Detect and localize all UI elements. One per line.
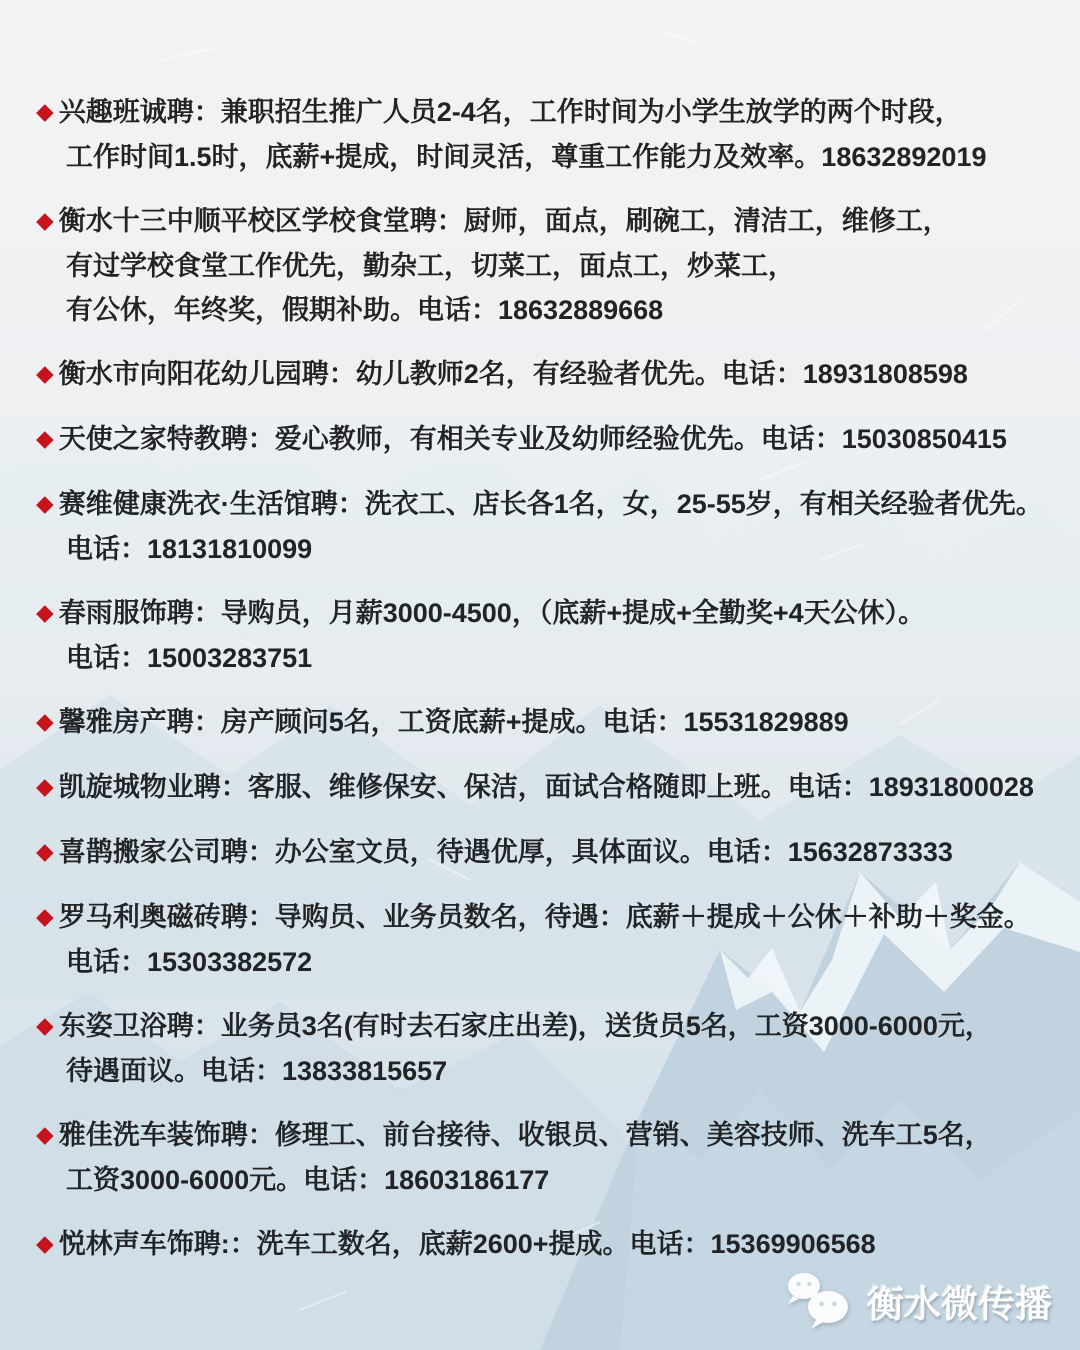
listing-text: 凯旋城物业聘：客服、维修保安、保洁，面试合格随即上班。电话：18931800028 <box>58 772 1034 802</box>
listing-xiangyanghua-kindergarten <box>36 352 1052 397</box>
listing-xique-moving <box>36 830 1052 875</box>
listing-text: 悦林声车饰聘:：洗车工数名，底薪2600+提成。电话：15369906568 <box>58 1229 876 1259</box>
diamond-bullet-icon: ◆ <box>36 425 54 451</box>
listing-text: 有公休，年终奖，假期补助。电话：18632889668 <box>66 295 664 325</box>
listing-text: 工资3000-6000元。电话：18603186177 <box>66 1165 550 1195</box>
listing-yuelinsheng-cardecor <box>36 1222 1052 1267</box>
listing-text: 电话：15003283751 <box>66 643 313 673</box>
listing-text: 罗马利奥磁砖聘：导购员、业务员数名，待遇：底薪＋提成＋公休＋补助＋奖金。 <box>58 902 1031 932</box>
listing-text: 衡水市向阳花幼儿园聘：幼儿教师2名，有经验者优先。电话：18931808598 <box>58 359 968 389</box>
listing-text: 电话：15303382572 <box>66 947 313 977</box>
listing-kaixuancheng-property <box>36 765 1052 810</box>
diamond-bullet-icon: ◆ <box>36 360 54 386</box>
listing-xingquban <box>36 90 1052 179</box>
listing-text: 东姿卫浴聘：业务员3名(有时去石家庄出差)，送货员5名，工资3000-6000元， <box>58 1011 992 1041</box>
diamond-bullet-icon: ◆ <box>36 98 54 124</box>
listing-text: 馨雅房产聘：房产顾问5名，工资底薪+提成。电话：15531829889 <box>58 707 849 737</box>
listing-chunyu-fashion <box>36 591 1052 680</box>
diamond-bullet-icon: ◆ <box>36 599 54 625</box>
diamond-bullet-icon: ◆ <box>36 903 54 929</box>
listing-text: 工作时间1.5时，底薪+提成，时间灵活，尊重工作能力及效率。18632892019 <box>66 142 987 172</box>
diamond-bullet-icon: ◆ <box>36 1121 54 1147</box>
watermark <box>783 1270 1052 1332</box>
wechat-icon <box>783 1270 857 1332</box>
listing-dongzi-bathroom <box>36 1004 1052 1093</box>
listing-text: 兴趣班诚聘：兼职招生推广人员2-4名，工作时间为小学生放学的两个时段， <box>58 97 962 127</box>
diamond-bullet-icon: ◆ <box>36 773 54 799</box>
listing-text: 有过学校食堂工作优先，勤杂工，切菜工，面点工，炒菜工， <box>66 251 795 281</box>
listing-text: 春雨服饰聘：导购员，月薪3000-4500，（底薪+提成+全勤奖+4天公休）。 <box>58 598 926 628</box>
diamond-bullet-icon: ◆ <box>36 207 54 233</box>
diamond-bullet-icon: ◆ <box>36 490 54 516</box>
listing-tianshizhijia <box>36 417 1052 462</box>
listing-text: 赛维健康洗衣·生活馆聘：洗衣工、店长各1名，女，25-55岁，有相关经验者优先。 <box>58 489 1043 519</box>
listing-text: 电话：18131810099 <box>66 534 313 564</box>
watermark-label: 衡水微传播 <box>867 1284 1052 1325</box>
listing-xinya-realestate <box>36 700 1052 745</box>
listing-luomaliao-tiles <box>36 895 1052 984</box>
listing-text: 雅佳洗车装饰聘：修理工、前台接待、收银员、营销、美容技师、洗车工5名， <box>58 1120 992 1150</box>
listing-text: 喜鹊搬家公司聘：办公室文员，待遇优厚，具体面议。电话：15632873333 <box>58 837 953 867</box>
listing-text: 衡水十三中顺平校区学校食堂聘：厨师，面点，刷碗工，清洁工，维修工， <box>58 206 950 236</box>
listing-saiwei-laundry <box>36 482 1052 571</box>
diamond-bullet-icon: ◆ <box>36 838 54 864</box>
diamond-bullet-icon: ◆ <box>36 1230 54 1256</box>
listing-shisanzhong-canteen <box>36 199 1052 332</box>
listing-text: 待遇面议。电话：13833815657 <box>66 1056 448 1086</box>
job-listings <box>36 90 1052 1287</box>
diamond-bullet-icon: ◆ <box>36 708 54 734</box>
listing-text: 天使之家特教聘：爱心教师，有相关专业及幼师经验优先。电话：15030850415 <box>58 424 1007 454</box>
diamond-bullet-icon: ◆ <box>36 1012 54 1038</box>
listing-yajia-carwash <box>36 1113 1052 1202</box>
